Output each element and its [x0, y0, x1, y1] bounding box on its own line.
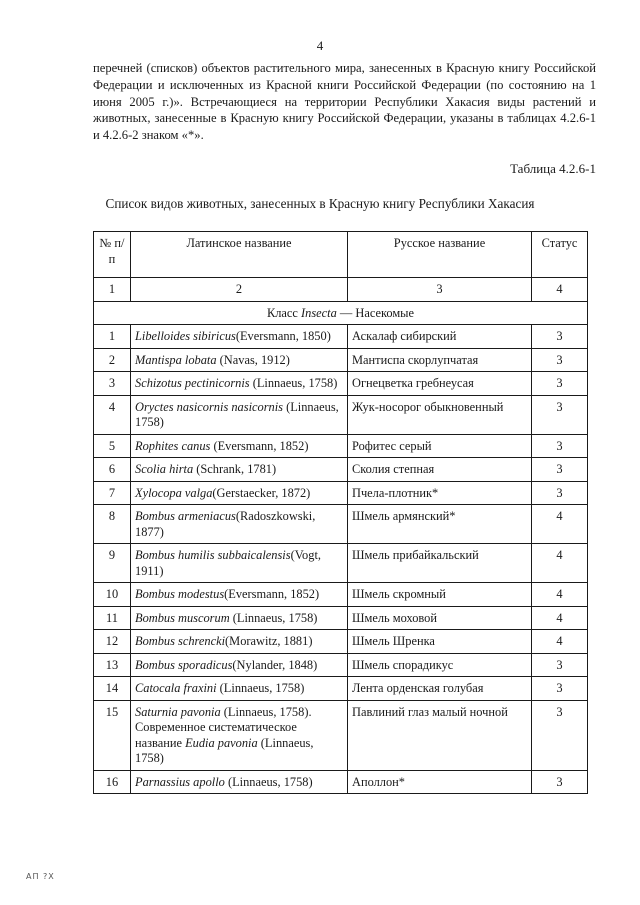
russian-name: Лента орденская голубая	[348, 677, 532, 701]
header-status: Статус	[532, 232, 588, 278]
row-number: 3	[94, 372, 131, 396]
table-id: Таблица 4.2.6-1	[510, 161, 596, 176]
header-latin: Латинское название	[131, 232, 348, 278]
latin-name: Scolia hirta	[135, 462, 194, 476]
russian-name: Шмель армянский*	[348, 505, 532, 544]
row-number: 2	[94, 348, 131, 372]
latin-author: (Vogt, 1911)	[135, 548, 321, 578]
row-number: 1	[94, 325, 131, 349]
row-number: 11	[94, 606, 131, 630]
header-num: № п/п	[94, 232, 131, 278]
row-number: 7	[94, 481, 131, 505]
latin-name-cell	[131, 372, 348, 396]
status-value: 3	[532, 348, 588, 372]
latin-name-cell	[131, 434, 348, 458]
status-value: 4	[532, 630, 588, 654]
russian-name: Мантиспа скорлупчатая	[348, 348, 532, 372]
latin-name: Eudia pavonia	[185, 735, 258, 750]
latin-name-cell	[131, 770, 348, 794]
status-value: 3	[532, 677, 588, 701]
table-row	[94, 348, 588, 372]
russian-name: Огнецветка гребнеусая	[348, 372, 532, 396]
russian-name: Павлиний глаз малый ночной	[348, 700, 532, 770]
latin-author: (Linnaeus, 1758). Современное систематическое название	[135, 704, 312, 750]
latin-name: Bombus armeniacus	[135, 509, 236, 523]
latin-name-cell	[131, 630, 348, 654]
table-row	[94, 434, 588, 458]
russian-name: Аполлон*	[348, 770, 532, 794]
row-number: 15	[94, 700, 131, 770]
column-number: 3	[348, 278, 532, 302]
row-number: 10	[94, 583, 131, 607]
class-row	[94, 301, 588, 325]
row-number: 16	[94, 770, 131, 794]
table-row	[94, 544, 588, 583]
latin-author: (Morawitz, 1881)	[225, 634, 313, 648]
latin-name: Libelloides sibiricus	[135, 329, 236, 343]
latin-name-cell	[131, 544, 348, 583]
latin-name: Bombus muscorum	[135, 610, 230, 625]
column-number: 4	[532, 278, 588, 302]
row-number: 4	[94, 395, 131, 434]
row-number: 9	[94, 544, 131, 583]
latin-name-cell	[131, 481, 348, 505]
latin-name-cell	[131, 583, 348, 607]
column-number: 2	[131, 278, 348, 302]
table-row	[94, 630, 588, 654]
latin-name-cell	[131, 348, 348, 372]
latin-name: Parnassius apollo	[135, 774, 225, 789]
latin-author: (Gerstaecker, 1872)	[212, 485, 311, 500]
latin-author: (Radoszkowski, 1877)	[135, 509, 316, 539]
table-row	[94, 372, 588, 396]
status-value: 4	[532, 606, 588, 630]
status-value: 3	[532, 458, 588, 482]
latin-author: (Linnaeus, 1758)	[249, 376, 338, 390]
latin-name: Catocala fraxini	[135, 681, 217, 695]
status-value: 3	[532, 653, 588, 677]
column-number: 1	[94, 278, 131, 302]
latin-author: (Eversmann, 1852)	[224, 587, 320, 601]
latin-author: (Nylander, 1848)	[232, 657, 318, 672]
row-number: 5	[94, 434, 131, 458]
status-value: 4	[532, 544, 588, 583]
class-suffix: — Насекомые	[336, 305, 415, 320]
russian-name: Пчела-плотник*	[348, 481, 532, 505]
latin-author: (Linnaeus, 1758)	[224, 774, 313, 789]
latin-name-cell	[131, 395, 348, 434]
latin-author: (Eversmann, 1850)	[235, 329, 331, 343]
latin-author: (Linnaeus, 1758)	[216, 681, 305, 695]
footer-mark: АП ?Х	[26, 872, 55, 881]
latin-name: Rophites canus	[135, 438, 211, 453]
latin-name: Mantispa lobata	[135, 352, 217, 367]
row-number: 6	[94, 458, 131, 482]
latin-name: Bombus modestus	[135, 587, 225, 601]
russian-name: Шмель скромный	[348, 583, 532, 607]
status-value: 3	[532, 395, 588, 434]
status-value: 3	[532, 770, 588, 794]
table-header-row	[94, 232, 588, 278]
latin-name-cell	[131, 458, 348, 482]
latin-name: Oryctes nasicornis nasicornis	[135, 399, 283, 414]
latin-author: (Schrank, 1781)	[193, 462, 277, 476]
status-value: 3	[532, 372, 588, 396]
latin-name: Bombus humilis subbaicalensis	[135, 548, 291, 562]
latin-author: (Linnaeus, 1758)	[229, 610, 318, 625]
table-row	[94, 458, 588, 482]
russian-name: Шмель спорадикус	[348, 653, 532, 677]
russian-name: Шмель моховой	[348, 606, 532, 630]
intro-paragraph: перечней (списков) объектов растительного мира, занесенных в Красную книгу Российской Федерации и исключенных из Красной книги Российской Федерации (по состоянию на 1 июня 2005 г.)». Встречающиеся на территории Республики Хакасия виды растений и животных, занесенные в Красную книгу Российской Федерации, указаны в таблицах 4.2.6-1 и 4.2.6-2 знаком «*».	[93, 61, 596, 143]
row-number: 13	[94, 653, 131, 677]
latin-name-cell	[131, 325, 348, 349]
table-row	[94, 505, 588, 544]
latin-name-cell	[131, 677, 348, 701]
status-value: 3	[532, 481, 588, 505]
table-row	[94, 395, 588, 434]
latin-name-cell	[131, 505, 348, 544]
table-row	[94, 606, 588, 630]
table-row	[94, 700, 588, 770]
status-value: 3	[532, 700, 588, 770]
table-row	[94, 677, 588, 701]
russian-name: Жук-носорог обыкновенный	[348, 395, 532, 434]
row-number: 14	[94, 677, 131, 701]
page-number: 4	[316, 38, 324, 53]
class-latin: Insecta	[301, 305, 337, 320]
latin-name: Xylocopa valga	[135, 485, 213, 500]
status-value: 4	[532, 505, 588, 544]
header-russian: Русское название	[348, 232, 532, 278]
russian-name: Шмель Шренка	[348, 630, 532, 654]
latin-author: (Navas, 1912)	[216, 352, 290, 367]
latin-name: Saturnia pavonia	[135, 704, 221, 719]
latin-author: (Linnaeus, 1758)	[135, 399, 339, 429]
russian-name: Шмель прибайкальский	[348, 544, 532, 583]
table-title: Список видов животных, занесенных в Красную книгу Республики Хакасия	[105, 196, 535, 211]
latin-author: (Linnaeus, 1758)	[135, 735, 314, 765]
table-row	[94, 583, 588, 607]
russian-name: Рофитес серый	[348, 434, 532, 458]
russian-name: Аскалаф сибирский	[348, 325, 532, 349]
latin-name: Schizotus pectinicornis	[135, 376, 250, 390]
species-table	[93, 231, 588, 794]
latin-name-cell	[131, 606, 348, 630]
status-value: 4	[532, 583, 588, 607]
table-row	[94, 653, 588, 677]
status-value: 3	[532, 434, 588, 458]
latin-name-cell	[131, 700, 348, 770]
table-row	[94, 770, 588, 794]
row-number: 12	[94, 630, 131, 654]
latin-name-cell	[131, 653, 348, 677]
row-number: 8	[94, 505, 131, 544]
status-value: 3	[532, 325, 588, 349]
table-row	[94, 325, 588, 349]
class-prefix: Класс	[266, 305, 302, 320]
latin-name: Bombus sporadicus	[135, 657, 233, 672]
column-number-row	[94, 278, 588, 302]
russian-name: Сколия степная	[348, 458, 532, 482]
table-row	[94, 481, 588, 505]
latin-author: (Eversmann, 1852)	[210, 438, 309, 453]
class-cell	[94, 301, 588, 325]
latin-name: Bombus schrencki	[135, 634, 226, 648]
